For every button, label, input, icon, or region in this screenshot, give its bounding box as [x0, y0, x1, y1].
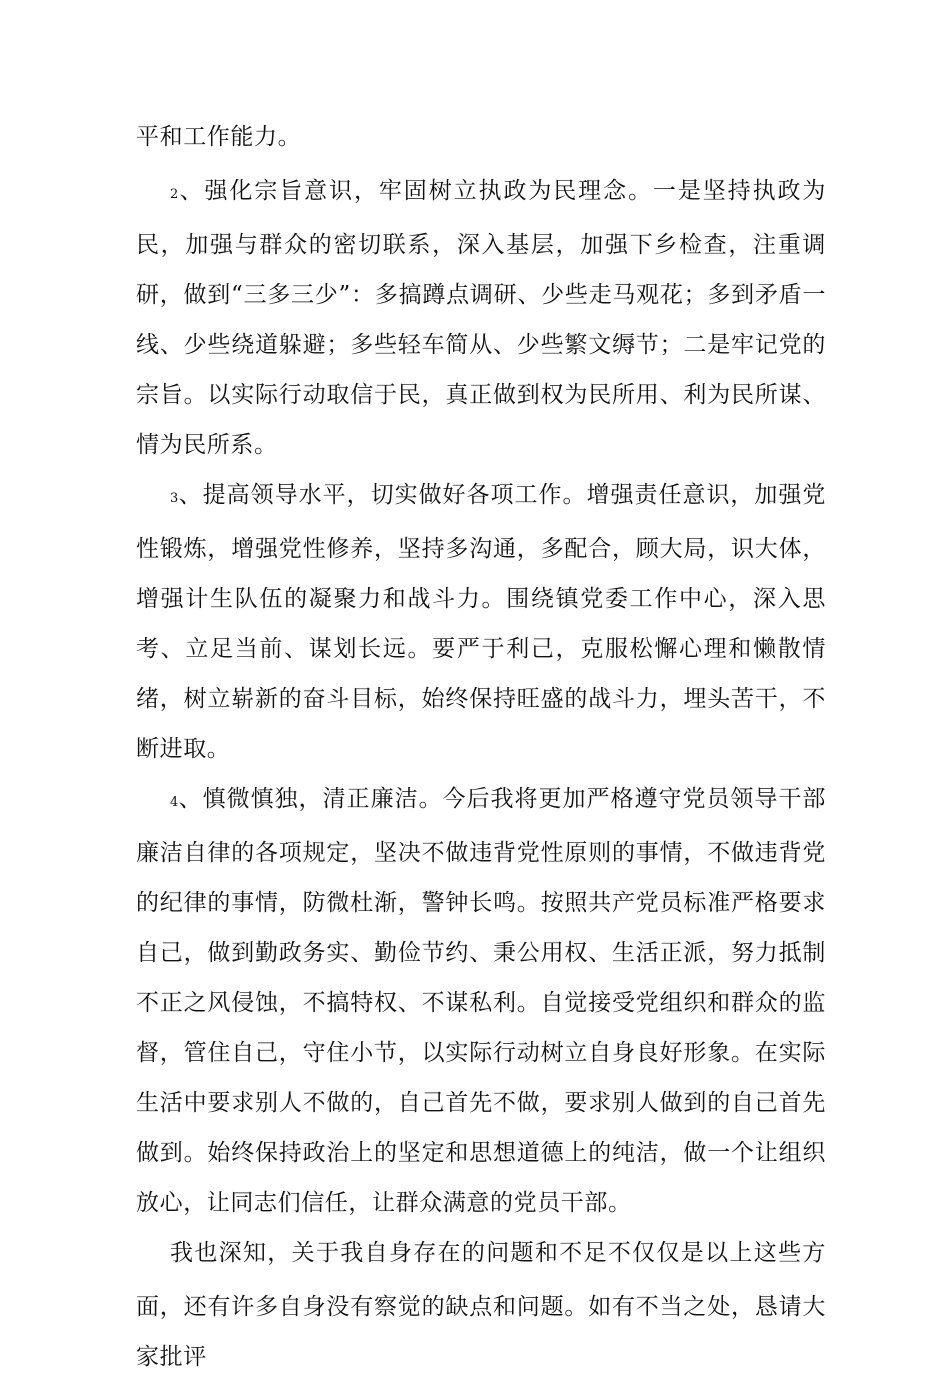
- paragraph-2: [136, 166, 826, 470]
- paragraph-2-number: 2: [170, 187, 179, 202]
- paragraph-4-number: 4: [170, 795, 179, 810]
- document-body: [136, 112, 826, 1382]
- paragraph-1: [136, 112, 826, 166]
- paragraph-2-text: 、强化宗旨意识，牢固树立执政为民理念。一是坚持执政为民，加强与群众的密切联系，深入基层，加强下乡检查，注重调研，做到“三多三少”：多搞蹲点调研、少些走马观花；多到矛盾一线、少些绕道躲避；多些轻车简从、少些繁文缛节；二是牢记党的宗旨。以实际行动取信于民，真正做到权为民所用、利为民所谋、情为民所系。: [136, 178, 826, 458]
- paragraph-3-text: 、提高领导水平，切实做好各项工作。增强责任意识，加强党性锻炼，增强党性修养，坚持多沟通，多配合，顾大局，识大体，增强计生队伍的凝聚力和战斗力。围绕镇党委工作中心，深入思考、立足当前、谋划长远。要严于利己，克服松懈心理和懒散情绪，树立崭新的奋斗目标，始终保持旺盛的战斗力，埋头苦干，不断进取。: [136, 482, 826, 762]
- paragraph-4: [136, 774, 826, 1228]
- paragraph-4-text: 、慎微慎独，清正廉洁。今后我将更加严格遵守党员领导干部廉洁自律的各项规定，坚决不做违背党性原则的事情，不做违背党的纪律的事情，防微杜渐，警钟长鸣。按照共产党员标准严格要求自己，做到勤政务实、勤俭节约、秉公用权、生活正派，努力抵制不正之风侵蚀，不搞特权、不谋私利。自觉接受党组织和群众的监督，管住自己，守住小节，以实际行动树立自身良好形象。在实际生活中要求别人不做的，自己首先不做，要求别人做到的自己首先做到。始终保持政治上的坚定和思想道德上的纯洁，做一个让组织放心，让同志们信任，让群众满意的党员干部。: [136, 786, 826, 1216]
- paragraph-1-text: 平和工作能力。: [136, 124, 302, 150]
- paragraph-5-text: 我也深知，关于我自身存在的问题和不足不仅仅是以上这些方面，还有许多自身没有察觉的缺点和问题。如有不当之处，恳请大家批评: [136, 1240, 826, 1370]
- paragraph-5: [136, 1228, 826, 1382]
- paragraph-3: [136, 470, 826, 774]
- paragraph-3-number: 3: [170, 491, 179, 506]
